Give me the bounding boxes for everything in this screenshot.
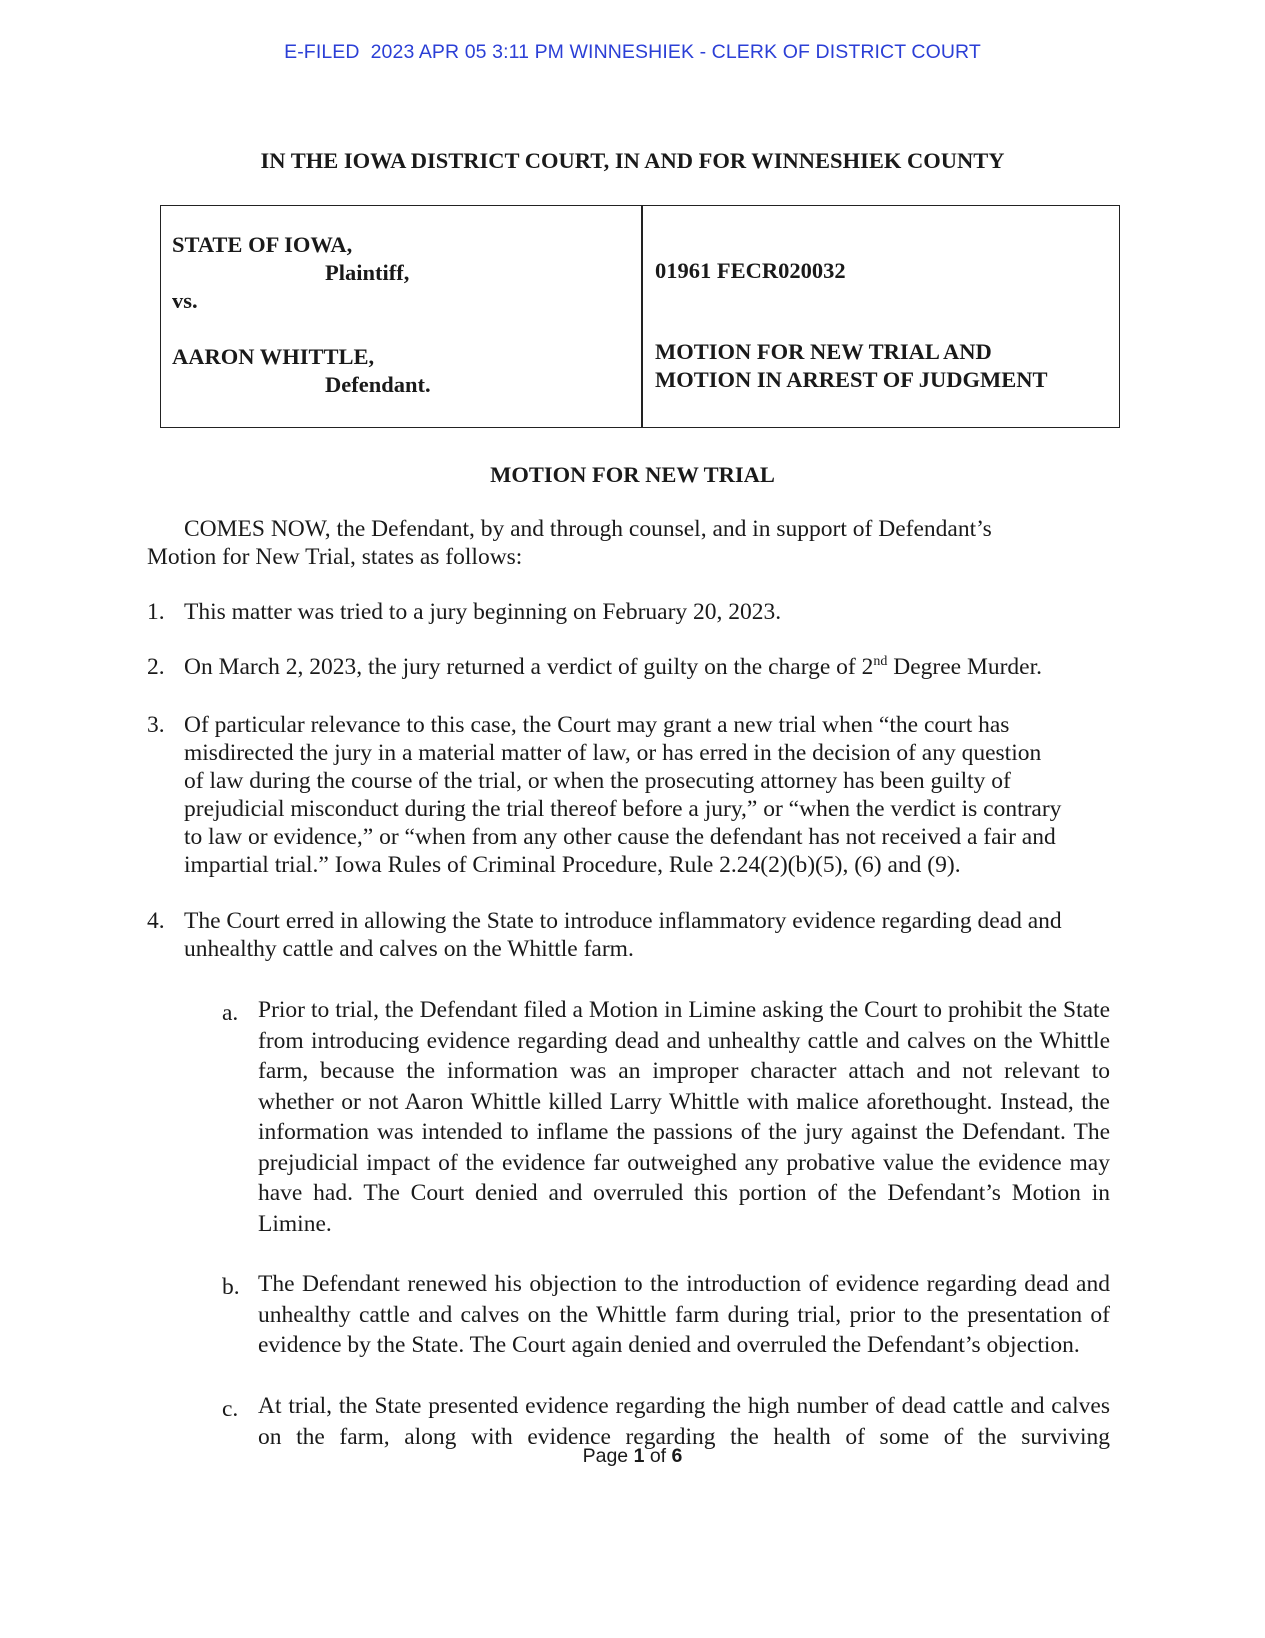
intro-line-1: COMES NOW, the Defendant, by and through counsel, and in support of Defendant’s bbox=[184, 516, 992, 542]
case-number: 01961 FECR020032 bbox=[655, 258, 846, 283]
item-text-line: Of particular relevance to this case, the Court may grant a new trial when “the court has bbox=[184, 712, 1010, 738]
page-footer bbox=[0, 1445, 1265, 1468]
section-title: MOTION FOR NEW TRIAL bbox=[490, 462, 775, 487]
item-number: 1. bbox=[147, 599, 165, 625]
subitem-text: The Defendant renewed his objection to the introduction of evidence regarding dead and unhealthy cattle and calves on the Whittle farm during trial, prior to the presentation of evidence by the State. The Court again denied and overruled the Defendant’s objection. bbox=[258, 1271, 1110, 1358]
efiled-stamp: E-FILED 2023 APR 05 3:11 PM WINNESHIEK - CLERK OF DISTRICT COURT bbox=[284, 41, 981, 63]
defendant-role: Defendant. bbox=[325, 372, 431, 397]
item-text-line: impartial trial.” Iowa Rules of Criminal Procedure, Rule 2.24(2)(b)(5), (6) and (9). bbox=[184, 852, 961, 878]
case-caption-box bbox=[160, 205, 1120, 428]
item-text-line: unhealthy cattle and calves on the Whittle farm. bbox=[184, 936, 634, 962]
subitem-letter: c. bbox=[222, 1396, 239, 1422]
item-text-line: The Court erred in allowing the State to introduce inflammatory evidence regarding dead and bbox=[184, 908, 1062, 934]
caption-divider bbox=[641, 206, 643, 427]
intro-line-2: Motion for New Trial, states as follows: bbox=[147, 544, 523, 570]
court-heading: IN THE IOWA DISTRICT COURT, IN AND FOR WINNESHIEK COUNTY bbox=[260, 148, 1005, 173]
ordinal-superscript: nd bbox=[873, 654, 888, 670]
item-text bbox=[184, 653, 1042, 681]
item-text-before: On March 2, 2023, the jury returned a verdict of guilty on the charge of 2 bbox=[184, 654, 874, 680]
subitem-text: At trial, the State presented evidence regarding the high number of dead cattle and calves on the farm, along with evidence regarding the health of some of the surviving bbox=[258, 1393, 1110, 1450]
defendant-name: AARON WHITTLE, bbox=[172, 344, 375, 369]
of-word: of bbox=[644, 1445, 672, 1467]
item-number: 2. bbox=[147, 654, 165, 680]
motion-title-line2: MOTION IN ARREST OF JUDGMENT bbox=[655, 367, 1048, 392]
motion-title-line1: MOTION FOR NEW TRIAL AND bbox=[655, 339, 992, 364]
subitem-letter: b. bbox=[222, 1274, 240, 1300]
item-text-line: of law during the course of the trial, or when the prosecuting attorney has been guilty of bbox=[184, 768, 1011, 794]
item-text: This matter was tried to a jury beginning on February 20, 2023. bbox=[184, 599, 782, 625]
page-number: 1 bbox=[633, 1445, 645, 1467]
item-text-line: misdirected the jury in a material matter of law, or has erred in the decision of any question bbox=[184, 740, 1042, 766]
item-text-after: Degree Murder. bbox=[887, 654, 1043, 680]
item-number: 4. bbox=[147, 908, 165, 934]
page-word: Page bbox=[582, 1445, 634, 1467]
page-total: 6 bbox=[671, 1445, 683, 1467]
subitem-letter: a. bbox=[222, 1000, 239, 1026]
plaintiff-role: Plaintiff, bbox=[325, 260, 410, 285]
item-text-line: prejudicial misconduct during the trial thereof before a jury,” or “when the verdict is contrary bbox=[184, 796, 1062, 822]
versus-label: vs. bbox=[172, 288, 198, 313]
item-text-line: to law or evidence,” or “when from any other cause the defendant has not received a fair and bbox=[184, 824, 1056, 850]
item-number: 3. bbox=[147, 712, 165, 738]
subitem-text: Prior to trial, the Defendant filed a Motion in Limine asking the Court to prohibit the State from introducing evidence regarding dead and unhealthy cattle and calves on the Whittle farm, because the information was an improper character attach and not relevant to whether or not Aaron Whittle killed Larry Whittle with malice aforethought. Instead, the information was intended to inflame the passions of the jury against the Defendant. The prejudicial impact of the evidence far outweighed any probative value the evidence may have had. The Court denied and overruled this portion of the Defendant’s Motion in Limine. bbox=[258, 997, 1110, 1237]
plaintiff-name: STATE OF IOWA, bbox=[172, 232, 353, 257]
